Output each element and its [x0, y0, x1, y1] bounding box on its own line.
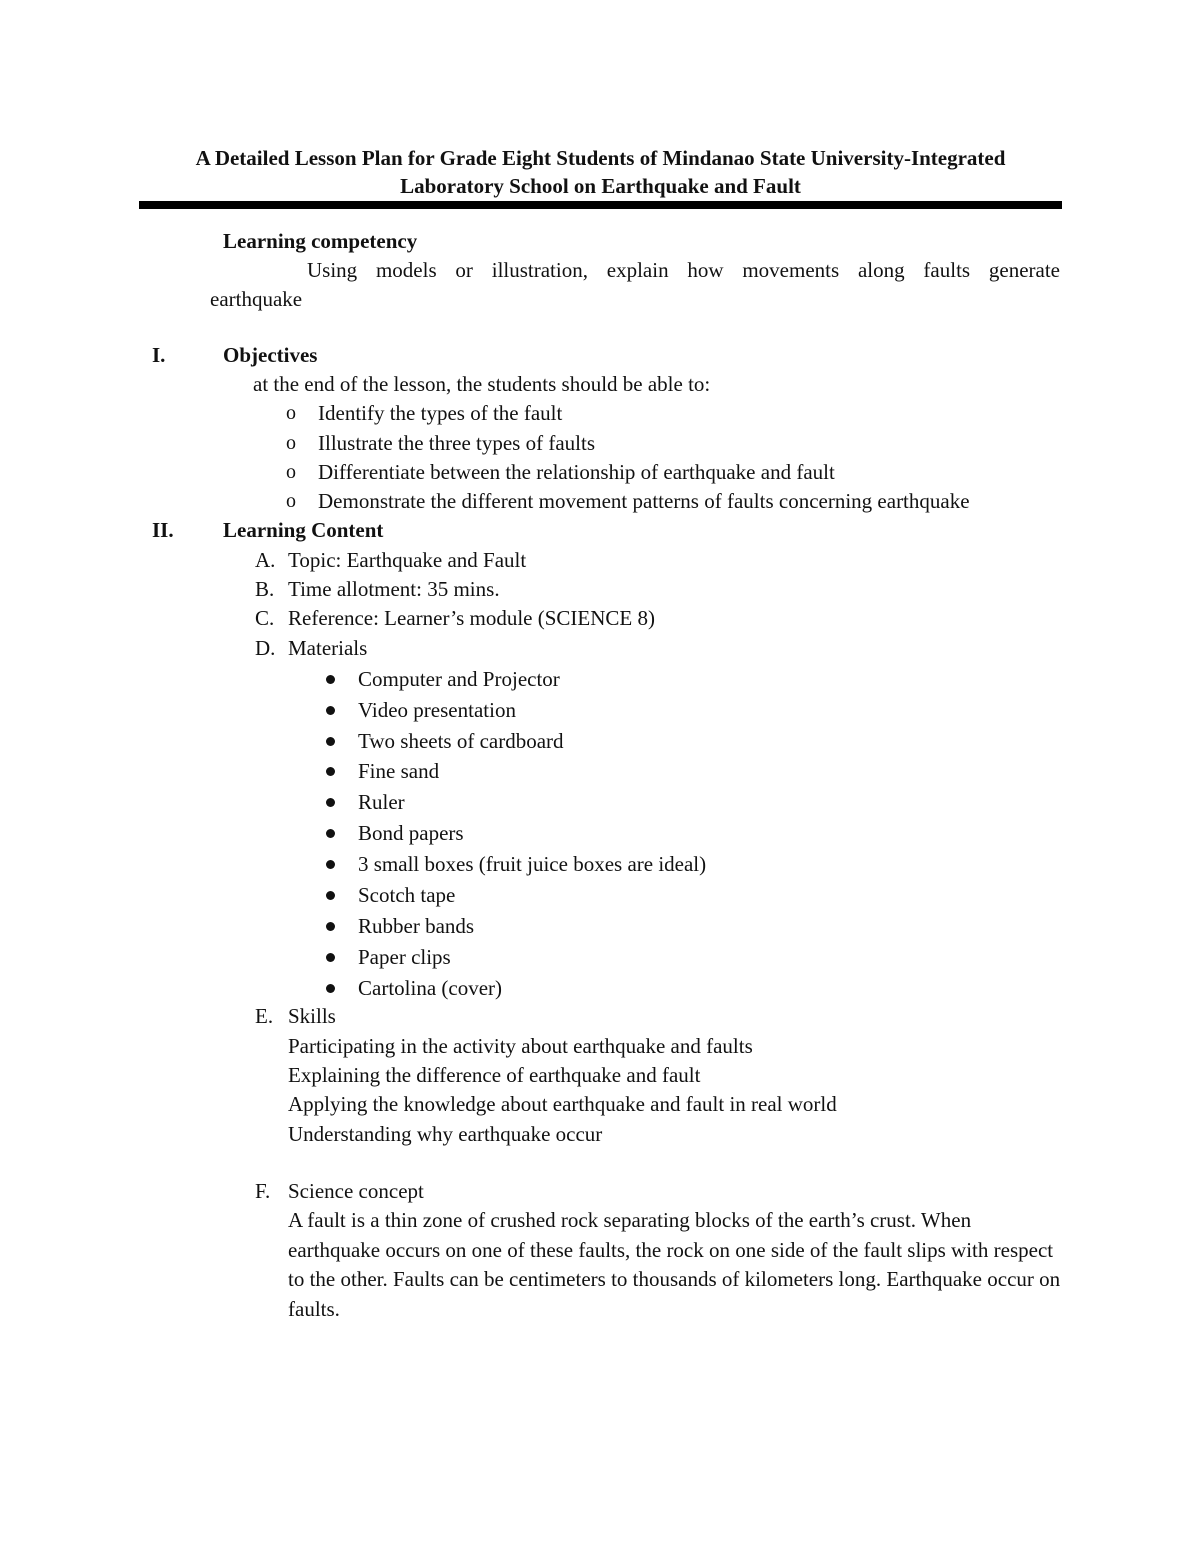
competency-text-line-2: earthquake	[210, 287, 303, 311]
material-item: 3 small boxes (fruit juice boxes are ideal)	[358, 852, 707, 876]
materials-heading: Materials	[288, 636, 368, 660]
bullet-icon	[326, 829, 335, 838]
science-concept-heading: Science concept	[288, 1179, 424, 1203]
section-2-numeral: II.	[152, 518, 174, 542]
topic-text: Topic: Earthquake and Fault	[288, 548, 527, 572]
objective-item: Differentiate between the relationship of earthquake and fault	[318, 460, 835, 484]
item-letter: E.	[255, 1004, 274, 1028]
competency-heading: Learning competency	[223, 229, 418, 253]
material-item: Ruler	[358, 790, 405, 814]
skill-line: Participating in the activity about earthquake and faults	[288, 1034, 753, 1058]
item-letter: A.	[255, 548, 276, 572]
bullet-icon	[326, 737, 335, 746]
title-divider	[139, 201, 1062, 209]
material-item: Fine sand	[358, 759, 440, 783]
title-line-2: Laboratory School on Earthquake and Fault	[400, 174, 801, 198]
material-item: Scotch tape	[358, 883, 456, 907]
bullet-icon	[326, 860, 335, 869]
item-letter: F.	[255, 1179, 271, 1203]
objective-item: Demonstrate the different movement patterns of faults concerning earthquake	[318, 489, 970, 513]
bullet-icon	[326, 706, 335, 715]
material-item: Computer and Projector	[358, 667, 560, 691]
document-title	[139, 144, 1062, 200]
objective-bullet: o	[286, 402, 296, 424]
title-line-1: A Detailed Lesson Plan for Grade Eight Students of Mindanao State University-Integrated	[195, 146, 1006, 170]
objective-item: Identify the types of the fault	[318, 401, 563, 425]
material-item: Two sheets of cardboard	[358, 729, 564, 753]
material-item: Bond papers	[358, 821, 464, 845]
time-allotment-text: Time allotment: 35 mins.	[288, 577, 500, 601]
objective-bullet: o	[286, 432, 296, 454]
skill-line: Explaining the difference of earthquake and fault	[288, 1063, 701, 1087]
bullet-icon	[326, 922, 335, 931]
objective-bullet: o	[286, 490, 296, 512]
material-item: Video presentation	[358, 698, 516, 722]
section-1-numeral: I.	[152, 343, 166, 367]
objectives-intro: at the end of the lesson, the students should be able to:	[253, 372, 711, 396]
skill-line: Understanding why earthquake occur	[288, 1122, 603, 1146]
bullet-icon	[326, 984, 335, 993]
objective-bullet: o	[286, 461, 296, 483]
objective-item: Illustrate the three types of faults	[318, 431, 595, 455]
section-2-heading: Learning Content	[223, 518, 384, 542]
material-item: Rubber bands	[358, 914, 475, 938]
item-letter: D.	[255, 636, 276, 660]
bullet-icon	[326, 891, 335, 900]
bullet-icon	[326, 798, 335, 807]
material-item: Paper clips	[358, 945, 451, 969]
skills-heading: Skills	[288, 1004, 336, 1028]
bullet-icon	[326, 767, 335, 776]
competency-text-line-1: Using models or illustration, explain how movements along faults generate	[307, 258, 1060, 282]
section-1-heading: Objectives	[223, 343, 318, 367]
material-item: Cartolina (cover)	[358, 976, 503, 1000]
skill-line: Applying the knowledge about earthquake and fault in real world	[288, 1092, 837, 1116]
bullet-icon	[326, 675, 335, 684]
item-letter: C.	[255, 606, 275, 630]
item-letter: B.	[255, 577, 275, 601]
science-concept-paragraph: A fault is a thin zone of crushed rock separating blocks of the earth’s crust. When earthquake occurs on one of these faults, the rock on one side of the fault slips with respect to the other. Faults can be centimeters to thousands of kilometers long. Earthquake occur on faults.	[288, 1208, 1061, 1321]
reference-text: Reference: Learner’s module (SCIENCE 8)	[288, 606, 655, 630]
bullet-icon	[326, 953, 335, 962]
